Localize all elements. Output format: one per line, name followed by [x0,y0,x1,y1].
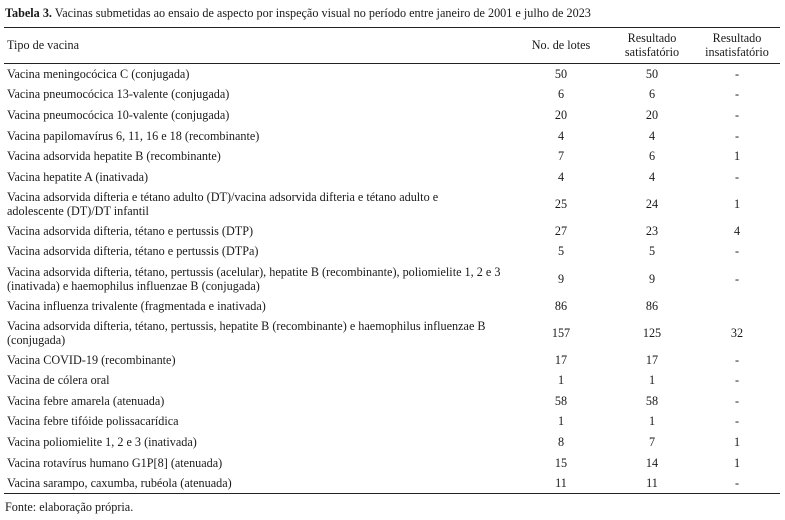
table-row [4,432,780,453]
table-row [4,452,780,473]
unsatisfactory-cell: 1 [733,455,741,470]
table-row [4,349,780,370]
vaccine-name-cell: Vacina COVID-19 (recombinante) [7,352,176,367]
header-satisfactory [610,28,694,64]
lot-count-cell: 1 [557,414,565,429]
unsatisfactory-cell: 1 [733,196,741,211]
table-row [4,262,780,296]
lot-count-cell: 7 [557,149,565,164]
table-row [4,166,780,187]
lot-count-cell: 58 [554,393,568,408]
satisfactory-cell: 24 [645,196,659,211]
vaccine-name-cell: Vacina febre amarela (atenuada) [7,393,165,408]
table-label: Tabela 3. [5,6,52,20]
table-row [4,125,780,146]
satisfactory-cell: 50 [645,67,659,82]
satisfactory-cell: 58 [645,393,659,408]
satisfactory-cell: 17 [645,352,659,367]
satisfactory-cell: 11 [610,473,694,494]
table-row [4,64,780,85]
satisfactory-cell: 20 [645,107,659,122]
lot-count-cell: 17 [554,352,568,367]
unsatisfactory-cell: - [734,67,740,82]
unsatisfactory-cell: 1 [733,435,741,450]
lot-count-cell: 4 [557,128,565,143]
vaccine-name-cell: Vacina influenza trivalente (fragmentada e inativada) [7,298,266,313]
table-row [4,241,780,262]
unsatisfactory-cell: - [734,373,740,388]
lot-count-cell: 5 [557,244,565,259]
header-satisfactory-line2: satisfatório [624,44,680,59]
lot-count-cell: 20 [554,107,568,122]
satisfactory-cell: 7 [648,435,656,450]
vaccine-name-cell: Vacina poliomielite 1, 2 e 3 (inativada) [7,435,197,450]
vaccine-name-cell: Vacina papilomavírus 6, 11, 16 e 18 (recombinante) [7,128,260,143]
header-unsatisfactory [694,28,780,64]
vaccine-name-cell [4,187,512,221]
vaccine-name-line2: (inativada) e haemophilus influenzae B (conjugada) [7,278,260,293]
table-caption [5,5,780,21]
satisfactory-cell: 1 [648,414,656,429]
satisfactory-cell: 6 [648,87,656,102]
unsatisfactory-cell: - [734,169,740,184]
vaccine-name-line1: Vacina adsorvida difteria, tétano, pertussis (acelular), hepatite B (recombinante), poliomielite 1, 2 e 3 [7,264,501,279]
header-vaccine-type: Tipo de vacina [4,28,512,64]
unsatisfactory-cell: 4 [733,223,741,238]
satisfactory-cell: 5 [648,244,656,259]
unsatisfactory-cell: - [734,271,740,286]
satisfactory-cell: 86 [645,298,659,313]
unsatisfactory-cell [694,295,780,316]
lot-count-cell: 9 [557,271,565,286]
header-unsatisfactory-line1: Resultado [712,31,762,45]
table-title: Vacinas submetidas ao ensaio de aspecto por inspeção visual no período entre janeiro de 2001 e julho de 2023 [51,6,591,20]
table-row [4,84,780,105]
unsatisfactory-cell: - [734,107,740,122]
unsatisfactory-cell: 32 [730,325,744,340]
lot-count-cell: 15 [554,455,568,470]
lot-count-cell: 25 [554,196,568,211]
vaccine-name-line2: (conjugada) [7,332,66,347]
lot-count-cell: 50 [554,67,568,82]
vaccine-name-cell: Vacina hepatite A (inativada) [7,169,149,184]
table-row [4,221,780,242]
lot-count-cell: 1 [557,373,565,388]
table-row [4,187,780,221]
table-row [4,105,780,126]
table-body [4,64,780,494]
lot-count-cell: 157 [551,325,571,340]
lot-count-cell: 86 [554,298,568,313]
satisfactory-cell: 1 [648,373,656,388]
unsatisfactory-cell: - [734,414,740,429]
vaccine-name-cell: Vacina febre tifóide polissacarídica [7,414,179,429]
vaccine-name-cell: Vacina adsorvida difteria, tétano e pertussis (DTPa) [7,244,259,259]
vaccine-name-line2: adolescente (DT)/DT infantil [7,203,149,218]
lot-count-cell: 8 [557,435,565,450]
table-row [4,370,780,391]
vaccine-name-cell: Vacina pneumocócica 10-valente (conjugada) [7,107,230,122]
vaccine-name-line1: Vacina adsorvida difteria e tétano adulto (DT)/vacina adsorvida difteria e tétano adulto e [7,189,439,204]
table-row [4,295,780,316]
unsatisfactory-cell: - [734,393,740,408]
vaccine-name-cell [4,316,512,350]
unsatisfactory-cell: - [734,244,740,259]
vaccine-name-cell: Vacina de cólera oral [7,373,110,388]
satisfactory-cell: 23 [645,223,659,238]
unsatisfactory-cell: 1 [733,149,741,164]
table-row [4,391,780,412]
header-satisfactory-line1: Resultado [627,31,677,45]
satisfactory-cell: 6 [648,149,656,164]
header-unsatisfactory-line2: insatisfatório [705,44,769,59]
table-header-row [4,28,780,64]
unsatisfactory-cell: - [734,352,740,367]
unsatisfactory-cell: - [694,473,780,494]
table-row [4,473,780,494]
vaccine-name-cell: Vacina meningocócica C (conjugada) [7,67,190,82]
satisfactory-cell: 4 [648,169,656,184]
vaccine-name-cell [4,262,512,296]
unsatisfactory-cell: - [734,128,740,143]
vaccine-name-cell: Vacina pneumocócica 13-valente (conjugada) [7,87,230,102]
vaccine-name-cell: Vacina adsorvida difteria, tétano e pertussis (DTP) [7,223,254,238]
lot-count-cell: 6 [557,87,565,102]
table-row [4,411,780,432]
lot-count-cell: 11 [512,473,610,494]
table-row [4,146,780,167]
satisfactory-cell: 4 [648,128,656,143]
vaccine-name-cell: Vacina sarampo, caxumba, rubéola (atenuada) [4,473,512,494]
unsatisfactory-cell: - [734,87,740,102]
vaccine-name-cell: Vacina adsorvida hepatite B (recombinante) [7,149,221,164]
lot-count-cell: 27 [554,223,568,238]
vaccine-table [4,27,780,494]
satisfactory-cell: 14 [645,455,659,470]
vaccine-name-line1: Vacina adsorvida difteria, tétano, pertussis, hepatite B (recombinante) e haemophilus influenzae B [7,318,486,333]
table-row [4,316,780,350]
satisfactory-cell: 125 [642,325,662,340]
table-source-note: Fonte: elaboração própria. [5,500,134,514]
vaccine-name-cell: Vacina rotavírus humano G1P[8] (atenuada) [7,455,223,470]
satisfactory-cell: 9 [648,271,656,286]
lot-count-cell: 4 [557,169,565,184]
header-lot-count: No. de lotes [512,28,610,64]
